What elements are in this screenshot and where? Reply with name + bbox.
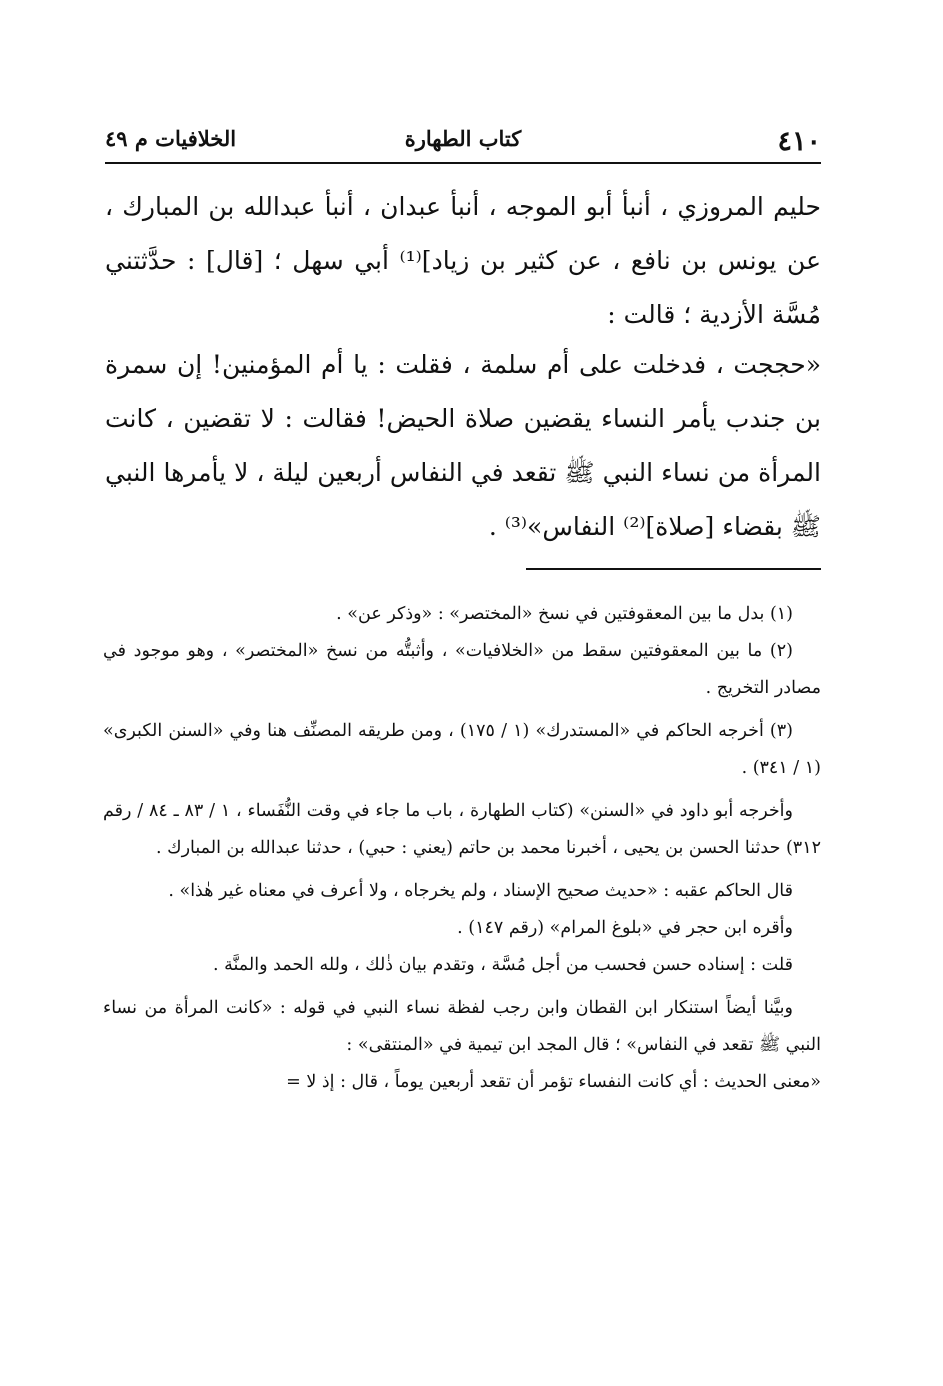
footnote-3: (٣) أخرجه الحاكم في «المستدرك» (١ / ١٧٥) ، ومن طريقه المصنِّف هنا وفي «السنن الكبرى» (١ / ٣٤١) . bbox=[103, 721, 821, 778]
main-paragraph-2: «حججت ، فدخلت على أم سلمة ، فقلت : يا أم المؤمنين! إن سمرة بن جندب يأمر النساء يقضين صلاة الحيض! فقالت : لا تقضين ، كانت المرأة من نساء النبي ﷺ تقعد في النفاس أربعين ليلة ، لا يأمرها النبي ﷺ بقضاء [صلاة]⁽²⁾ النفاس»⁽³⁾ . bbox=[105, 350, 821, 541]
footnote-3-ibn-hajar: وأقره ابن حجر في «بلوغ المرام» (رقم ١٤٧) . bbox=[457, 918, 793, 938]
main-paragraph-1: حليم المروزي ، أنبأ أبو الموجه ، أنبأ عبدان ، أنبأ عبدالله بن المبارك ، عن يونس بن نافع ، عن كثير بن زياد]⁽¹⁾ أبي سهل ؛ [قال] : حدَّثتني مُسَّة الأزدية ؛ قالت : bbox=[105, 192, 821, 329]
footnote-3-abu-dawud: وأخرجه أبو داود في «السنن» (كتاب الطهارة ، باب ما جاء في وقت النُّفَساء ، ١ / ٨٣ ـ ٨٤ / رقم ٣١٢) حدثنا الحسن بن يحيى ، أخبرنا محمد بن حاتم (يعني : حبي) ، حدثنا عبدالله بن المبارك . bbox=[103, 801, 821, 858]
footnote-separator bbox=[526, 568, 821, 570]
page-number: ٤١٠ bbox=[777, 126, 821, 157]
footnote-3-explanation: وبيَّنا أيضاً استنكار ابن القطان وابن رجب لفظة نساء النبي في قوله : «كانت المرأة من نساء النبي ﷺ تقعد في النفاس» ؛ قال المجد ابن تيمية في «المنتقى» : bbox=[103, 998, 821, 1055]
footnote-2: (٢) ما بين المعقوفتين سقط من «الخلافيات» ، وأثبتُّه من نسخ «المختصر» ، وهو موجود في مصادر التخريج . bbox=[103, 641, 821, 698]
footnotes bbox=[103, 596, 821, 1101]
page-header bbox=[105, 122, 821, 164]
footnote-3-quote: «معنى الحديث : أي كانت النفساء تؤمر أن تقعد أربعين يوماً ، قال : إذ لا = bbox=[286, 1072, 821, 1092]
book-title: الخلافيات م ٤٩ bbox=[105, 126, 237, 151]
footnote-1: (١) بدل ما بين المعقوفتين في نسخ «المختصر» : «وذكر عن» . bbox=[336, 604, 793, 624]
footnote-3-comment: قلت : إسناده حسن فحسب من أجل مُسَّة ، وتقدم بيان ذٰلك ، ولله الحمد والمنَّة . bbox=[213, 955, 793, 975]
footnote-3-hakim: قال الحاكم عقبه : «حديث صحيح الإسناد ، ولم يخرجاه ، ولا أعرف في معناه غير هٰذا» . bbox=[168, 881, 793, 901]
chapter-title: كتاب الطهارة bbox=[404, 126, 522, 151]
